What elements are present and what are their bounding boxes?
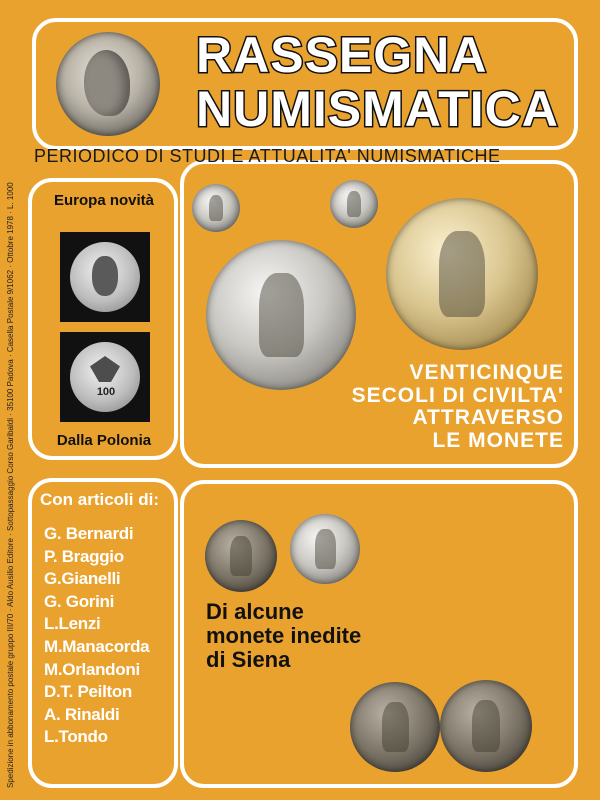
coin-siena-1-image — [205, 520, 277, 592]
headline-line: ATTRAVERSO — [412, 406, 564, 430]
list-item: D.T. Peilton — [44, 682, 133, 702]
headline-line: monete inedite — [206, 622, 362, 648]
list-item: M.Manacorda — [44, 636, 150, 656]
masthead-line2: NUMISMATICA — [196, 81, 559, 137]
headline-line: di Siena — [206, 646, 291, 672]
coin-portrait-image — [56, 32, 160, 136]
stamp-value: 100 — [96, 386, 116, 398]
contributors-list — [44, 523, 149, 749]
stamp-portrait-image — [60, 232, 150, 322]
list-item: L.Lenzi — [44, 614, 101, 634]
feature-top-headline — [352, 362, 564, 453]
headline-line: Di alcune — [206, 599, 304, 624]
list-item: M.Orlandoni — [44, 659, 140, 679]
coin-large-silver-image — [206, 240, 356, 390]
masthead-line1: RASSEGNA — [196, 27, 488, 83]
coin-gold-image — [386, 198, 538, 350]
coin-siena-3-image — [350, 682, 440, 772]
list-item: A. Rinaldi — [44, 704, 120, 724]
coin-siena-2-image — [290, 514, 360, 584]
feature-bottom-headline — [206, 600, 361, 671]
list-item: L.Tondo — [44, 727, 108, 747]
list-item: G. Bernardi — [44, 524, 134, 543]
stamp-coin-eagle — [70, 342, 140, 412]
list-item: P. Braggio — [44, 546, 124, 566]
subtitle: PERIODICO DI STUDI E ATTUALITA' NUMISMATICHE — [34, 146, 501, 166]
sidebar-top-title: Europa novità — [53, 192, 154, 209]
coin-siena-4-image — [440, 680, 532, 772]
spine-text: Spedizione in abbonamento postale gruppo III/70 · Aldo Ausilio Editore · Sottopassaggio Corso Garibaldi · 35100 Padova · Casella Postale 9/1062 · Ottobre 1978 · L. 1000 — [6, 182, 15, 788]
stamp-coin-portrait — [70, 242, 140, 312]
headline-line: LE MONETE — [432, 429, 564, 453]
list-item: G.Gianelli — [44, 569, 121, 589]
list-item: G. Gorini — [44, 591, 115, 611]
coin-small-image — [330, 180, 378, 228]
headline-line: SECOLI DI CIVILTA' — [351, 383, 564, 407]
coin-fleur-image — [192, 184, 240, 232]
sidebar-top-caption: Dalla Polonia — [56, 432, 152, 449]
masthead — [196, 27, 566, 137]
contributors-title: Con articoli di: — [40, 490, 159, 509]
headline-line: VENTICINQUE — [409, 361, 564, 384]
stamp-eagle-image — [60, 332, 150, 422]
